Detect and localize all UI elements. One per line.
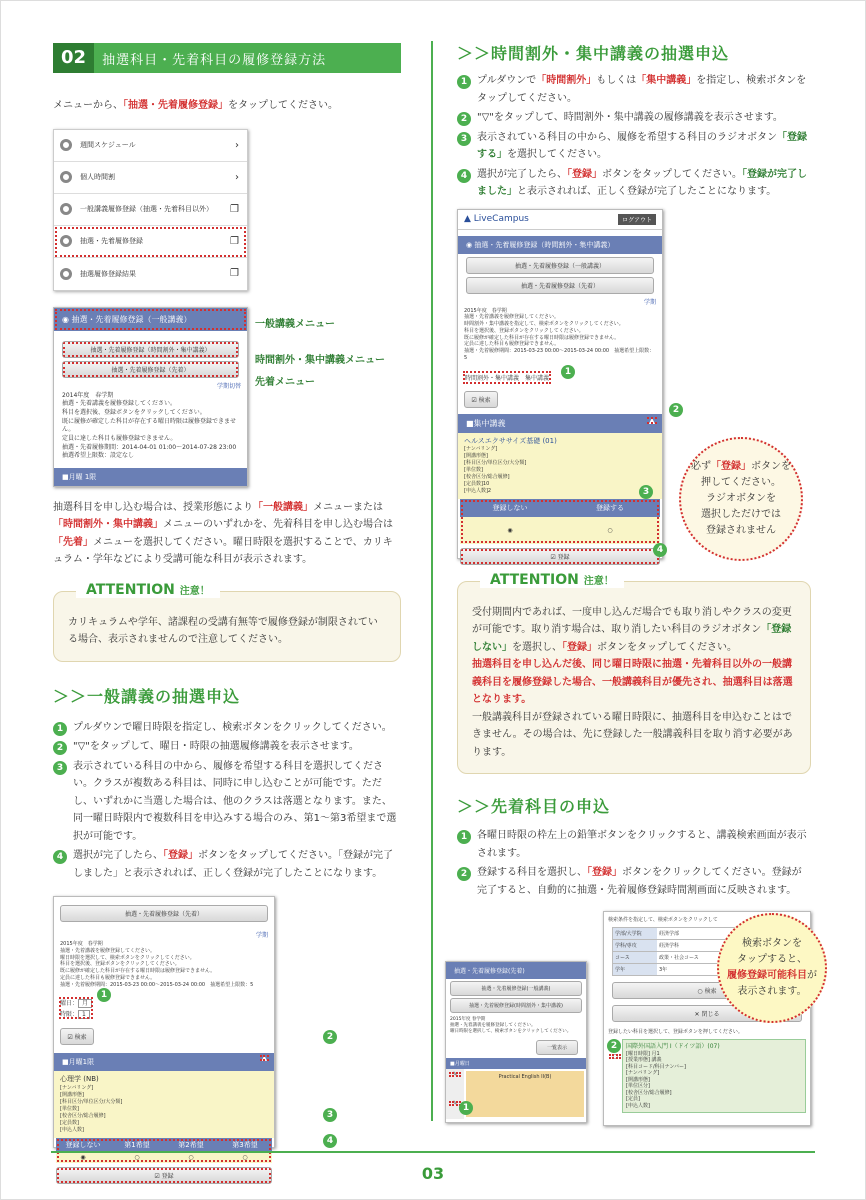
first-step-1: 1 各曜日時限の枠左上の鉛筆ボタンをクリックすると、講義検索画面が表示されます。 [457,827,811,862]
label-general-menu: 一般講義メニュー [255,318,335,330]
term-link[interactable]: 学期 [643,298,656,306]
submenu-general-bar[interactable]: ◉ 抽選・先着履修登録（一般講義） [54,308,247,331]
faculty-select[interactable]: 経済学部 [659,931,680,937]
menu-item-result[interactable]: 抽選履修登録結果 ❐ [54,258,247,290]
day-bar: ■月曜 1限 [54,468,247,486]
monday-1-bar: ■月曜1限 ▲ [54,1053,274,1071]
marker-2: 2 [323,1030,337,1044]
note-bubble-register: 必ず「登録」ボタンを 押してください。 ラジオボタンを 選択しただけでは 登録されません [679,437,803,561]
para-menu-explain: 抽選科目を申し込む場合は、授業形態により「一般講義」メニューまたは「時間割外・集中講義」メニューのいずれかを、先着科目を申し込む場合は「先着」メニューを選択してください。曜日時限を選択することで、カリキュラム・学年などにより受講可能な科目が表示されます。 [53,501,393,565]
choice-table: 登録しない ◉ 第1希望 ○ 第2希望 ○ 第3希望 ○ [56,1138,272,1163]
first-screenshot-area [450,911,817,1131]
marker-1: 1 [97,988,111,1002]
pencil-icon[interactable]: ✎ [448,1100,462,1107]
outside-step-3: 3 表示されている科目の中から、履修を希望する科目のラジオボタン「登録する」を選択してください。 [457,129,811,164]
app-header [458,210,662,230]
search-button[interactable]: ☑ 検索 [60,1028,94,1045]
attention-label: ATTENTION 注意！ [480,572,624,588]
first-steps [457,827,811,899]
general-steps [53,719,401,883]
radio-icon: ◉ [466,240,475,249]
submenu-outside-button[interactable]: 抽選・先着履修登録（時間割外・集中講義） [62,341,239,358]
window-icon: ❐ [230,235,239,247]
outside-select[interactable]: 時間割外・集中講義 集中講義 [462,370,552,385]
outside-screenshot [457,209,663,562]
label-outside-menu: 時間割外・集中講義メニュー [255,354,385,366]
general-step-1: 1 プルダウンで曜日時限を指定し、検索ボタンをクリックしてください。 [53,719,401,737]
course-cell[interactable]: Practical English II(B) [466,1071,584,1117]
submenu-first-button[interactable]: 抽選・先着履修登録（先着） [62,361,239,378]
marker-4: 4 [323,1134,337,1148]
chevron-right-icon: › [235,139,239,151]
search-form: 学部/大学院 経済学部 学科/専攻 経済学科 コース 政策・社会コース 学年 3年 [612,927,802,976]
section-number: 02 [53,43,94,73]
marker-3: 3 [639,485,653,499]
term-link[interactable]: 学期 [255,932,268,939]
note-bubble-search: 検索ボタンを タップすると、 履修登録可能科目が 表示されます。 [717,913,827,1023]
right-column [450,41,817,1131]
radio-icon [60,139,72,151]
radio-icon: ○ [697,988,705,995]
first-bar: 抽選・先着履修登録(先着) [446,962,586,979]
close-button[interactable]: ✕ 閉じる [612,1005,802,1022]
outside-step-1: 1 プルダウンで「時間割外」もしくは「集中講義」を指定し、検索ボタンをタップしてください。 [457,72,811,107]
column-divider [431,41,433,1121]
radio-icon [60,171,72,183]
first-notice: 2015年度 春学期 抽選・先着講義を履修登録してください。 曜日時限を選択して、検索ボタンをクリックしてください。 [450,1017,572,1034]
label-first-menu: 先着メニュー [255,376,315,388]
outside-register-button[interactable]: ☑ 登録 [460,548,660,565]
page-number: 03 [421,1164,445,1183]
menu-item-personal[interactable]: 個人時間割 › [54,162,247,194]
outside-step-4: 4 選択が完了したら、「登録」ボタンをタップしてください。「登録が完了しました」と表示されれば、正しく登録が完了したことになります。 [457,166,811,201]
search-head: 検索条件を指定して、検索ボタンをクリックして [608,917,718,923]
window-icon: ❐ [230,268,239,279]
marker-3: 3 [323,1108,337,1122]
submenu-notice: 2014年度 春学期 抽選・先着講義を履修登録してください。 科目を選択後、登録ボタンをクリックしてください。 既に履修が確定した科目が存在する曜日時限は履修登録できません。 定員に達した科目も履修登録できません。 抽選・先着履修期間：2014-04-01 01:00～2014-07-28 23:00 抽選希望上限数：設定なし [62,391,243,460]
attention2-text: 受付期間内であれば、一度申し込んだ場合でも取り消しやクラスの変更が可能です。取り消す場合は、取り消したい科目のラジオボタン「登録しない」を選択し、「登録」ボタンをタップしてください。 抽選科目を申し込んだ後、同じ曜日時限に抽選・先着科目以外の一般講義科目を履修登録した場合、一般講義科目が優先され、抽選科目は落選となります。 一般講義科目が登録されている曜日時限に、抽選科目を申込むことはできません。その場合は、先に登録した一般講義科目を取り消す必要があります。 [472,606,793,758]
radio-select-course[interactable]: ○ [608,1053,622,1060]
radio-icon [60,203,72,215]
radio-icon: ◉ [62,314,72,324]
term-switch-link[interactable]: 学期切替 [216,382,241,390]
marker-2: 2 [607,1039,621,1053]
menu-item-general[interactable]: 一般講義履修登録（抽選・先着科目以外） ❐ [54,194,247,226]
submenu-area [53,307,401,487]
list-view-button[interactable]: 一覧表示 [536,1040,578,1055]
period-select[interactable]: 1 [78,1010,90,1019]
outside-steps [457,72,811,201]
search-result-course: 国際外国語入門 I（ドイツ語）(07) [曜日時限] 月1 [授業形態] 講義 [科目コード/科目ナンバー] [ナンバリング] [開講形態] [単位区分] [校舎区分/総合履修] [定員] [申込人数] [622,1039,806,1113]
intensive-course-card: ヘルスエクササイズ基礎 (01) [ナンバリング] [開講形態] [科目区分/単位区分/大分類] [単位数] [校舎区分/総合履修] [定員数]10 [申込人数]2 [458,433,662,500]
attention-box-2 [457,571,811,775]
submenu-screenshot [53,307,248,487]
attention-text: カリキュラムや学年、諸課程の受講有無等で履修登録が制限されている場合、表示されませんので注意してください。 [68,616,378,645]
register-button[interactable]: ☑ 登録 [56,1167,272,1184]
radio-third[interactable]: ○ [218,1152,272,1163]
radio-first[interactable]: ○ [110,1152,164,1163]
marker-2: 2 [669,403,683,417]
outside-search-button[interactable]: ☑ 検索 [464,391,498,408]
first-title: ＞＞先着科目の申込 [457,797,611,816]
dept-select[interactable]: 経済学科 [659,943,680,949]
section-02-header [53,43,401,73]
general-header-button[interactable]: 抽選・先着履修登録（先着） [60,905,268,922]
outside-bar: ◉ 抽選・先着履修登録（時間割外・集中講義） [458,236,662,254]
marker-1: 1 [561,365,575,379]
select-message: 登録したい科目を選択して、登録ボタンを押してください。 [608,1029,743,1035]
outside-notice: 2015年度 春学期 抽選・先着講義を履修登録してください。 時間割外・集中講義を指定して、検索ボタンをクリックしてください。 科目を選択後、登録ボタンをクリックしてください。 既に履修が確定した科目が存在する曜日時限は履修登録できません。 定員に達した科目も履修登録できません。 抽選・先着履修期間：2015-03-23 00:00～2015-03-24 00:00 抽選希望上限数：5 [464,307,655,361]
first-btn-outside[interactable]: 抽選・先着履修登録(時間割外・集中講義) [450,998,582,1013]
attention-box-1 [53,581,401,662]
outside-title: ＞＞時間割外・集中講義の抽選申込 [457,44,730,63]
app-logo: ▲ LiveCampus [464,214,529,224]
day-period-select: 曜日： 月 時限： 1 [54,990,274,1020]
menu-item-lottery[interactable]: 抽選・先着履修登録 ❐ [54,226,247,258]
register-choice-table: 登録しない ◉ 登録する ○ [460,499,660,544]
general-title: ＞＞一般講義の抽選申込 [53,686,241,706]
pencil-icon[interactable]: ✎ [448,1071,462,1078]
course-select[interactable]: 政策・社会コース [659,955,699,961]
outside-btn-first[interactable]: 抽選・先着履修登録（先着） [466,277,654,294]
logo-icon: ▲ [464,214,474,224]
general-step-2: 2 "▽"をタップして、曜日・時限の抽選履修講義を表示させます。 [53,738,401,756]
expand-triangle-icon[interactable]: ▲ [259,1054,270,1062]
general-step-4: 4 選択が完了したら、「登録」ボタンをタップしてください。「登録が完了しました」と表示されれば、正しく登録が完了したことになります。 [53,847,401,882]
section-intro: メニューから、「抽選・先着履修登録」をタップしてください。 [53,100,338,111]
outside-btn-general[interactable]: 抽選・先着履修登録（一般講義） [466,257,654,274]
first-day-bar: ■月曜日 [446,1058,586,1069]
chevron-right-icon: › [235,171,239,183]
first-search-button[interactable]: ○ 検索 [612,982,802,999]
first-step-2: 2 登録する科目を選択し、「登録」ボタンをクリックしてください。登録が完了すると、自動的に抽選・先着履修登録時間割画面に反映されます。 [457,864,811,899]
window-icon: ❐ [230,203,239,215]
radio-icon [60,268,72,280]
left-column [53,43,401,1181]
check-icon: ☑ [154,1173,162,1181]
logout-button[interactable]: ログアウト [618,214,656,225]
marker-1: 1 [459,1101,473,1115]
first-btn-general[interactable]: 抽選・先着履修登録(一般講義) [450,981,582,996]
radio-not-register[interactable]: ◉ [460,517,560,544]
marker-4: 4 [653,543,667,557]
grade-select[interactable]: 3年 [659,967,668,973]
attention-label: ATTENTION 注意！ [76,582,220,598]
close-icon: ✕ [694,1011,702,1018]
outside-step-2: 2 "▽"をタップして、時間割外・集中講義の履修講義を表示させます。 [457,109,811,127]
outside-screenshot-area [457,209,811,561]
expand-triangle-icon[interactable]: ▲ [646,416,658,425]
search-icon: ☑ [67,1034,75,1042]
footer-line [51,1151,815,1153]
radio-none[interactable]: ◉ [56,1152,110,1163]
section-title: 抽選科目・先着科目の履修登録方法 [102,52,327,68]
search-icon: ☑ [471,396,479,404]
radio-register[interactable]: ○ [560,517,660,544]
course-card: 心理学 (NB) [ナンバリング] [開講形態] [科目区分/単位区分/大分類] [単位数] [校舎区分/総合履修] [定員数] [申込人数] [54,1071,274,1138]
day-select[interactable]: 月 [78,999,92,1008]
radio-second[interactable]: ○ [164,1152,218,1163]
general-notice: 2015年度 春学期 抽選・先着講義を履修登録してください。 曜日時限を選択して、検索ボタンをクリックしてください。 科目を選択後、登録ボタンをクリックしてください。 既に履修が確定した科目が存在する曜日時限は履修登録できません。 定員に達した科目も履修登録できません。 抽選・先着履修期間：2015-03-23 00:00～2015-03-24 00:00 抽選希望上限数：5 [60,941,254,988]
check-icon: ☑ [550,554,558,562]
general-screenshot-area [53,896,401,1181]
first-timetable-screenshot [445,961,587,1123]
menu-screenshot [53,129,248,291]
general-step-3: 3 表示されている科目の中から、履修を希望する科目を選択してください。クラスが複数ある科目は、同時に申し込むことが可能です。ただし、いずれかに当選した場合は、他のクラスは落選となります。また、同一曜日時限内で複数科目を申込みする場合のみ、第1〜第3希望まで選択が可能です。 [53,758,401,846]
radio-icon [60,235,72,247]
intensive-bar: ■集中講義 ▲ [458,414,662,433]
general-screenshot [53,896,275,1181]
menu-item-weekly[interactable]: 週間スケジュール › [54,130,247,162]
